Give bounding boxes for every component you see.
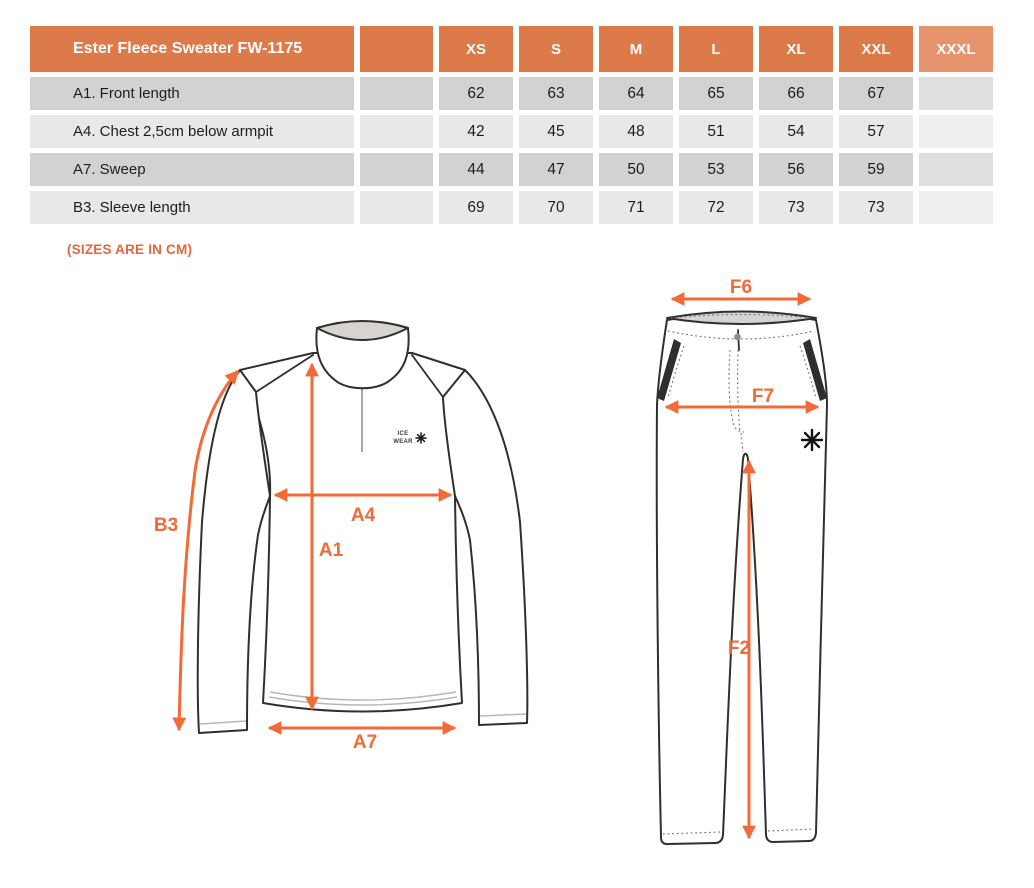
size-value-cell: 44	[439, 153, 513, 186]
logo-snowflake-icon	[416, 433, 426, 443]
spacer-cell	[360, 153, 433, 186]
size-value-cell: 57	[839, 115, 913, 148]
size-value-cell: 65	[679, 77, 753, 110]
size-col-header-xxl: XXL	[839, 26, 913, 72]
pants-body	[657, 314, 827, 845]
pants-drawing	[657, 277, 827, 844]
size-value-cell: 54	[759, 115, 833, 148]
a4-label: A4	[350, 505, 376, 526]
size-value-cell	[919, 115, 993, 148]
sweater-body	[240, 353, 465, 712]
size-col-header-m: M	[599, 26, 673, 72]
spacer-cell	[360, 77, 433, 110]
size-diagram-svg	[0, 270, 1034, 888]
size-value-cell: 62	[439, 77, 513, 110]
product-title: Ester Fleece Sweater FW-1175	[30, 26, 354, 72]
measurement-row-chest	[30, 115, 993, 148]
spacer-cell	[360, 115, 433, 148]
size-value-cell: 48	[599, 115, 673, 148]
measurement-row-front-length	[30, 77, 993, 110]
a1-label: A1	[318, 540, 344, 561]
row-label: A7. Sweep	[30, 153, 354, 186]
size-value-cell: 50	[599, 153, 673, 186]
waist-button	[734, 334, 741, 341]
spacer-cell	[360, 191, 433, 224]
size-value-cell	[919, 77, 993, 110]
sizes-unit-note: (SIZES ARE IN CM)	[67, 242, 193, 257]
size-value-cell: 71	[599, 191, 673, 224]
size-value-cell: 45	[519, 115, 593, 148]
size-col-header-xl: XL	[759, 26, 833, 72]
size-value-cell: 73	[839, 191, 913, 224]
size-value-cell: 67	[839, 77, 913, 110]
size-value-cell: 66	[759, 77, 833, 110]
f7-label: F7	[751, 386, 775, 407]
size-value-cell	[919, 191, 993, 224]
size-value-cell: 51	[679, 115, 753, 148]
size-col-header-xxxl: XXXL	[919, 26, 993, 72]
b3-label: B3	[153, 515, 179, 536]
size-value-cell: 70	[519, 191, 593, 224]
size-col-header-s: S	[519, 26, 593, 72]
size-value-cell: 64	[599, 77, 673, 110]
size-value-cell: 72	[679, 191, 753, 224]
size-col-header-xs: XS	[439, 26, 513, 72]
snowflake-icon	[802, 430, 822, 450]
f2-label: F2	[727, 638, 751, 659]
size-chart-table	[24, 21, 999, 229]
sweater-drawing	[154, 321, 527, 753]
size-value-cell: 47	[519, 153, 593, 186]
size-value-cell: 73	[759, 191, 833, 224]
size-value-cell: 53	[679, 153, 753, 186]
svg-text:WEAR: WEAR	[393, 439, 413, 445]
a7-label: A7	[352, 732, 378, 753]
spacer-header-cell	[360, 26, 433, 72]
measurement-row-sleeve-length	[30, 191, 993, 224]
table-header-row	[30, 26, 993, 72]
row-label: A1. Front length	[30, 77, 354, 110]
size-value-cell: 42	[439, 115, 513, 148]
row-label: A4. Chest 2,5cm below armpit	[30, 115, 354, 148]
sweater-left-sleeve	[198, 370, 270, 733]
size-col-header-l: L	[679, 26, 753, 72]
row-label: B3. Sleeve length	[30, 191, 354, 224]
measurement-row-sweep	[30, 153, 993, 186]
f6-label: F6	[729, 277, 753, 298]
size-value-cell: 56	[759, 153, 833, 186]
size-value-cell: 59	[839, 153, 913, 186]
size-value-cell: 63	[519, 77, 593, 110]
size-value-cell	[919, 153, 993, 186]
size-value-cell: 69	[439, 191, 513, 224]
svg-text:ICE: ICE	[397, 431, 409, 437]
